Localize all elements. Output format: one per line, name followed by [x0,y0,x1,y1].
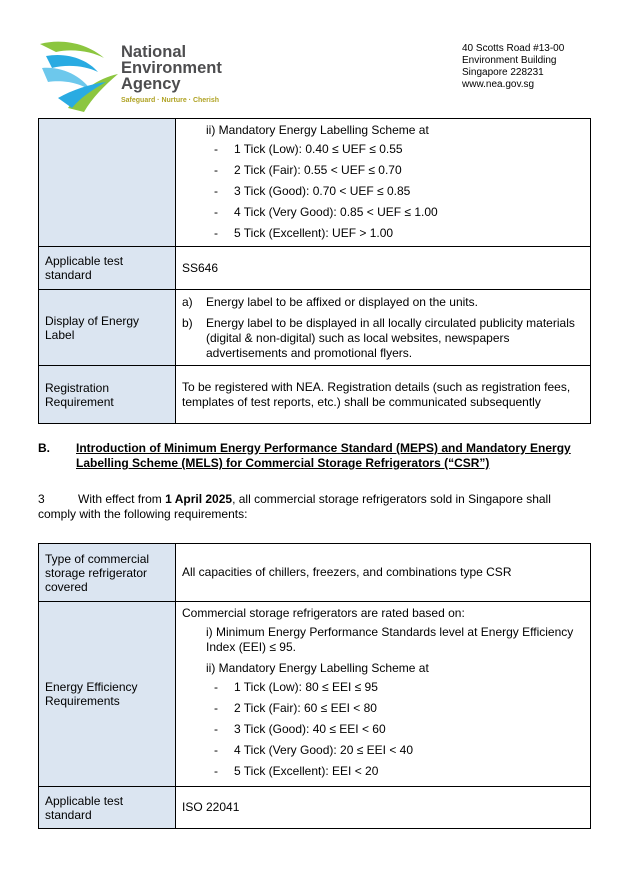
label-cell: Applicable test standard [39,787,176,829]
org-name-line: Environment [121,59,222,77]
org-name-line: National [121,43,187,61]
list-item: - 2 Tick (Fair): 60 ≤ EEI < 80 [214,698,584,719]
csr-requirements-table [38,543,591,829]
table-row [39,119,591,247]
list-item: - 5 Tick (Excellent): EEI < 20 [214,761,584,782]
org-name-line: Agency [121,75,181,93]
address-line: Singapore 228231 [462,67,544,78]
address-line: Environment Building [462,55,557,66]
table-row [39,290,591,366]
table-row [39,787,591,829]
label-cell: Type of commercial storage refrigerator covered [39,544,176,602]
display-item-b [182,316,584,361]
table-row [39,602,591,787]
value-cell: To be registered with NEA. Registration details (such as registration fees, templates of test reports, etc.) shall be communicated subsequently [176,366,591,424]
table-row [39,544,591,602]
scheme-title: ii) Mandatory Energy Labelling Scheme at [206,661,429,675]
effective-date: 1 April 2025 [165,492,233,506]
address-line: 40 Scotts Road #13-00 [462,43,565,54]
paragraph-text: With effect from [78,492,166,506]
tick-list [182,139,584,244]
item-marker: b) [182,315,193,330]
label-cell: Registration Requirement [39,366,176,424]
nea-logo [38,38,238,118]
paragraph-number: 3 [38,492,45,506]
address-block [462,43,564,91]
list-item: - 3 Tick (Good): 0.70 < UEF ≤ 0.85 [214,181,584,202]
value-cell [176,119,591,247]
value-cell: All capacities of chillers, freezers, and combinations type CSR [176,544,591,602]
address-line: www.nea.gov.sg [462,79,535,90]
meps-line: i) Minimum Energy Performance Standards level at Energy Efficiency Index (EEI) ≤ 95. [206,625,574,654]
value-cell [176,290,591,366]
list-item: - 1 Tick (Low): 80 ≤ EEI ≤ 95 [214,677,584,698]
tagline: Safeguard · Nurture · Cherish [121,97,220,104]
item-marker: a) [182,294,193,309]
efficiency-intro: Commercial storage refrigerators are rated based on: [182,606,465,620]
label-cell [39,119,176,247]
list-item: - 3 Tick (Good): 40 ≤ EEI < 60 [214,719,584,740]
list-item: - 5 Tick (Excellent): UEF > 1.00 [214,223,584,244]
display-item-a [182,295,584,310]
value-cell: ISO 22041 [176,787,591,829]
value-cell: SS646 [176,247,591,290]
paragraph-text: , all commercial storage refrigerators sold in Singapore shall comply with the following requirements: [38,492,551,521]
list-item: - 4 Tick (Very Good): 20 ≤ EEI < 40 [214,740,584,761]
list-item: - 4 Tick (Very Good): 0.85 < UEF ≤ 1.00 [214,202,584,223]
tick-list [182,677,584,782]
label-cell: Applicable test standard [39,247,176,290]
section-title: Introduction of Minimum Energy Performance Standard (MEPS) and Mandatory Energy Labelling Scheme (MELS) for Commercial Storage Refrigerators (“CSR”) [76,441,571,470]
requirements-table-continued [38,118,591,424]
paragraph-3 [38,492,591,522]
value-cell [176,602,591,787]
label-cell: Display of Energy Label [39,290,176,366]
nea-logo-icon [38,38,120,114]
table-row [39,247,591,290]
table-row [39,366,591,424]
item-text: Energy label to be affixed or displayed on the units. [206,294,478,309]
label-cell: Energy Efficiency Requirements [39,602,176,787]
scheme-title: ii) Mandatory Energy Labelling Scheme at [206,123,429,137]
item-text: Energy label to be displayed in all locally circulated publicity materials (digital & non-digital) such as local websites, newspapers advertisements and promotional flyers. [206,315,575,360]
list-item: - 1 Tick (Low): 0.40 ≤ UEF ≤ 0.55 [214,139,584,160]
section-heading [38,441,591,471]
org-name [121,44,222,92]
section-letter: B. [38,441,50,455]
list-item: - 2 Tick (Fair): 0.55 < UEF ≤ 0.70 [214,160,584,181]
